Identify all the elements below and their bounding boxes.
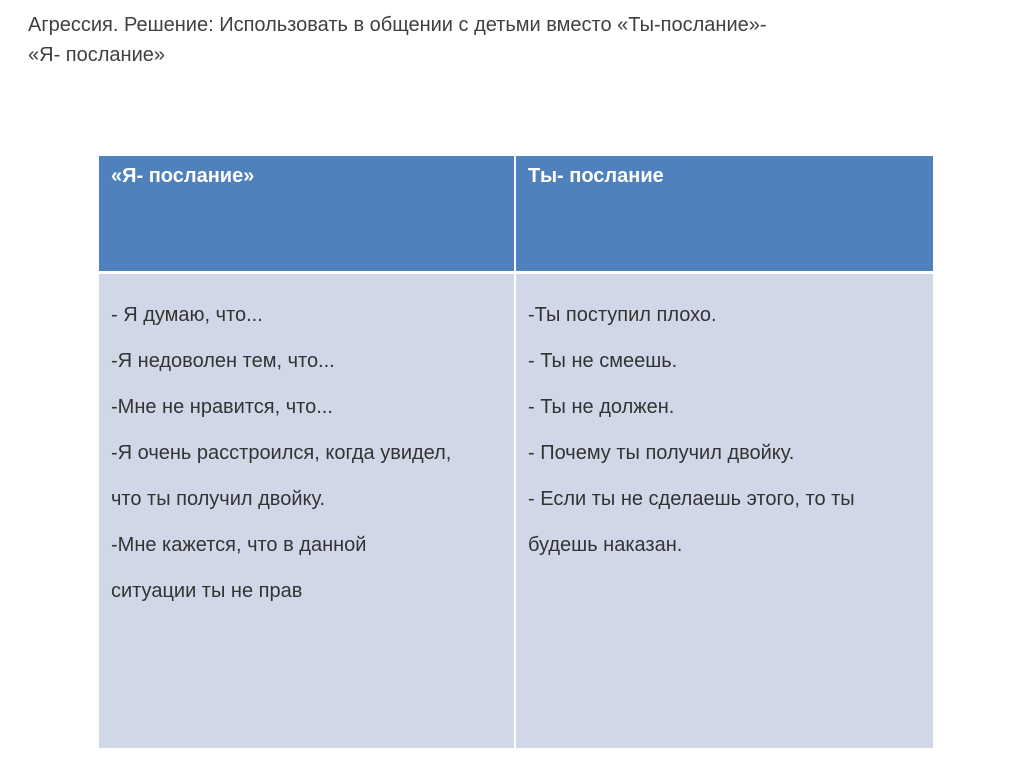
list-item: - Ты не смеешь. — [528, 349, 678, 372]
header-you-message: Ты- послание — [515, 156, 933, 272]
you-message-cell — [515, 272, 933, 748]
list-item: - Почему ты получил двойку. — [528, 441, 795, 464]
i-message-cell — [99, 272, 515, 748]
list-item: - Ты не должен. — [528, 395, 675, 418]
list-item: будешь наказан. — [528, 533, 683, 556]
message-comparison-table — [99, 156, 933, 748]
list-item: ситуации ты не прав — [111, 579, 303, 602]
list-item: -Я недоволен тем, что... — [111, 349, 335, 372]
list-item: -Мне кажется, что в данной — [111, 533, 367, 556]
table-body-row — [99, 272, 933, 748]
list-item: - Я думаю, что... — [111, 303, 263, 326]
table-header-row — [99, 156, 933, 272]
list-item: - Если ты не сделаешь этого, то ты — [528, 487, 855, 510]
list-item: -Ты поступил плохо. — [528, 303, 717, 326]
slide-title: Агрессия. Решение: Использовать в общении с детьми вместо «Ты-послание»- «Я- послание» — [28, 14, 767, 66]
you-message-list — [528, 292, 921, 568]
i-message-list — [111, 292, 502, 614]
header-i-message: «Я- послание» — [99, 156, 515, 272]
list-item: -Я очень расстроился, когда увидел, — [111, 441, 452, 464]
list-item: -Мне не нравится, что... — [111, 395, 333, 418]
list-item: что ты получил двойку. — [111, 487, 326, 510]
